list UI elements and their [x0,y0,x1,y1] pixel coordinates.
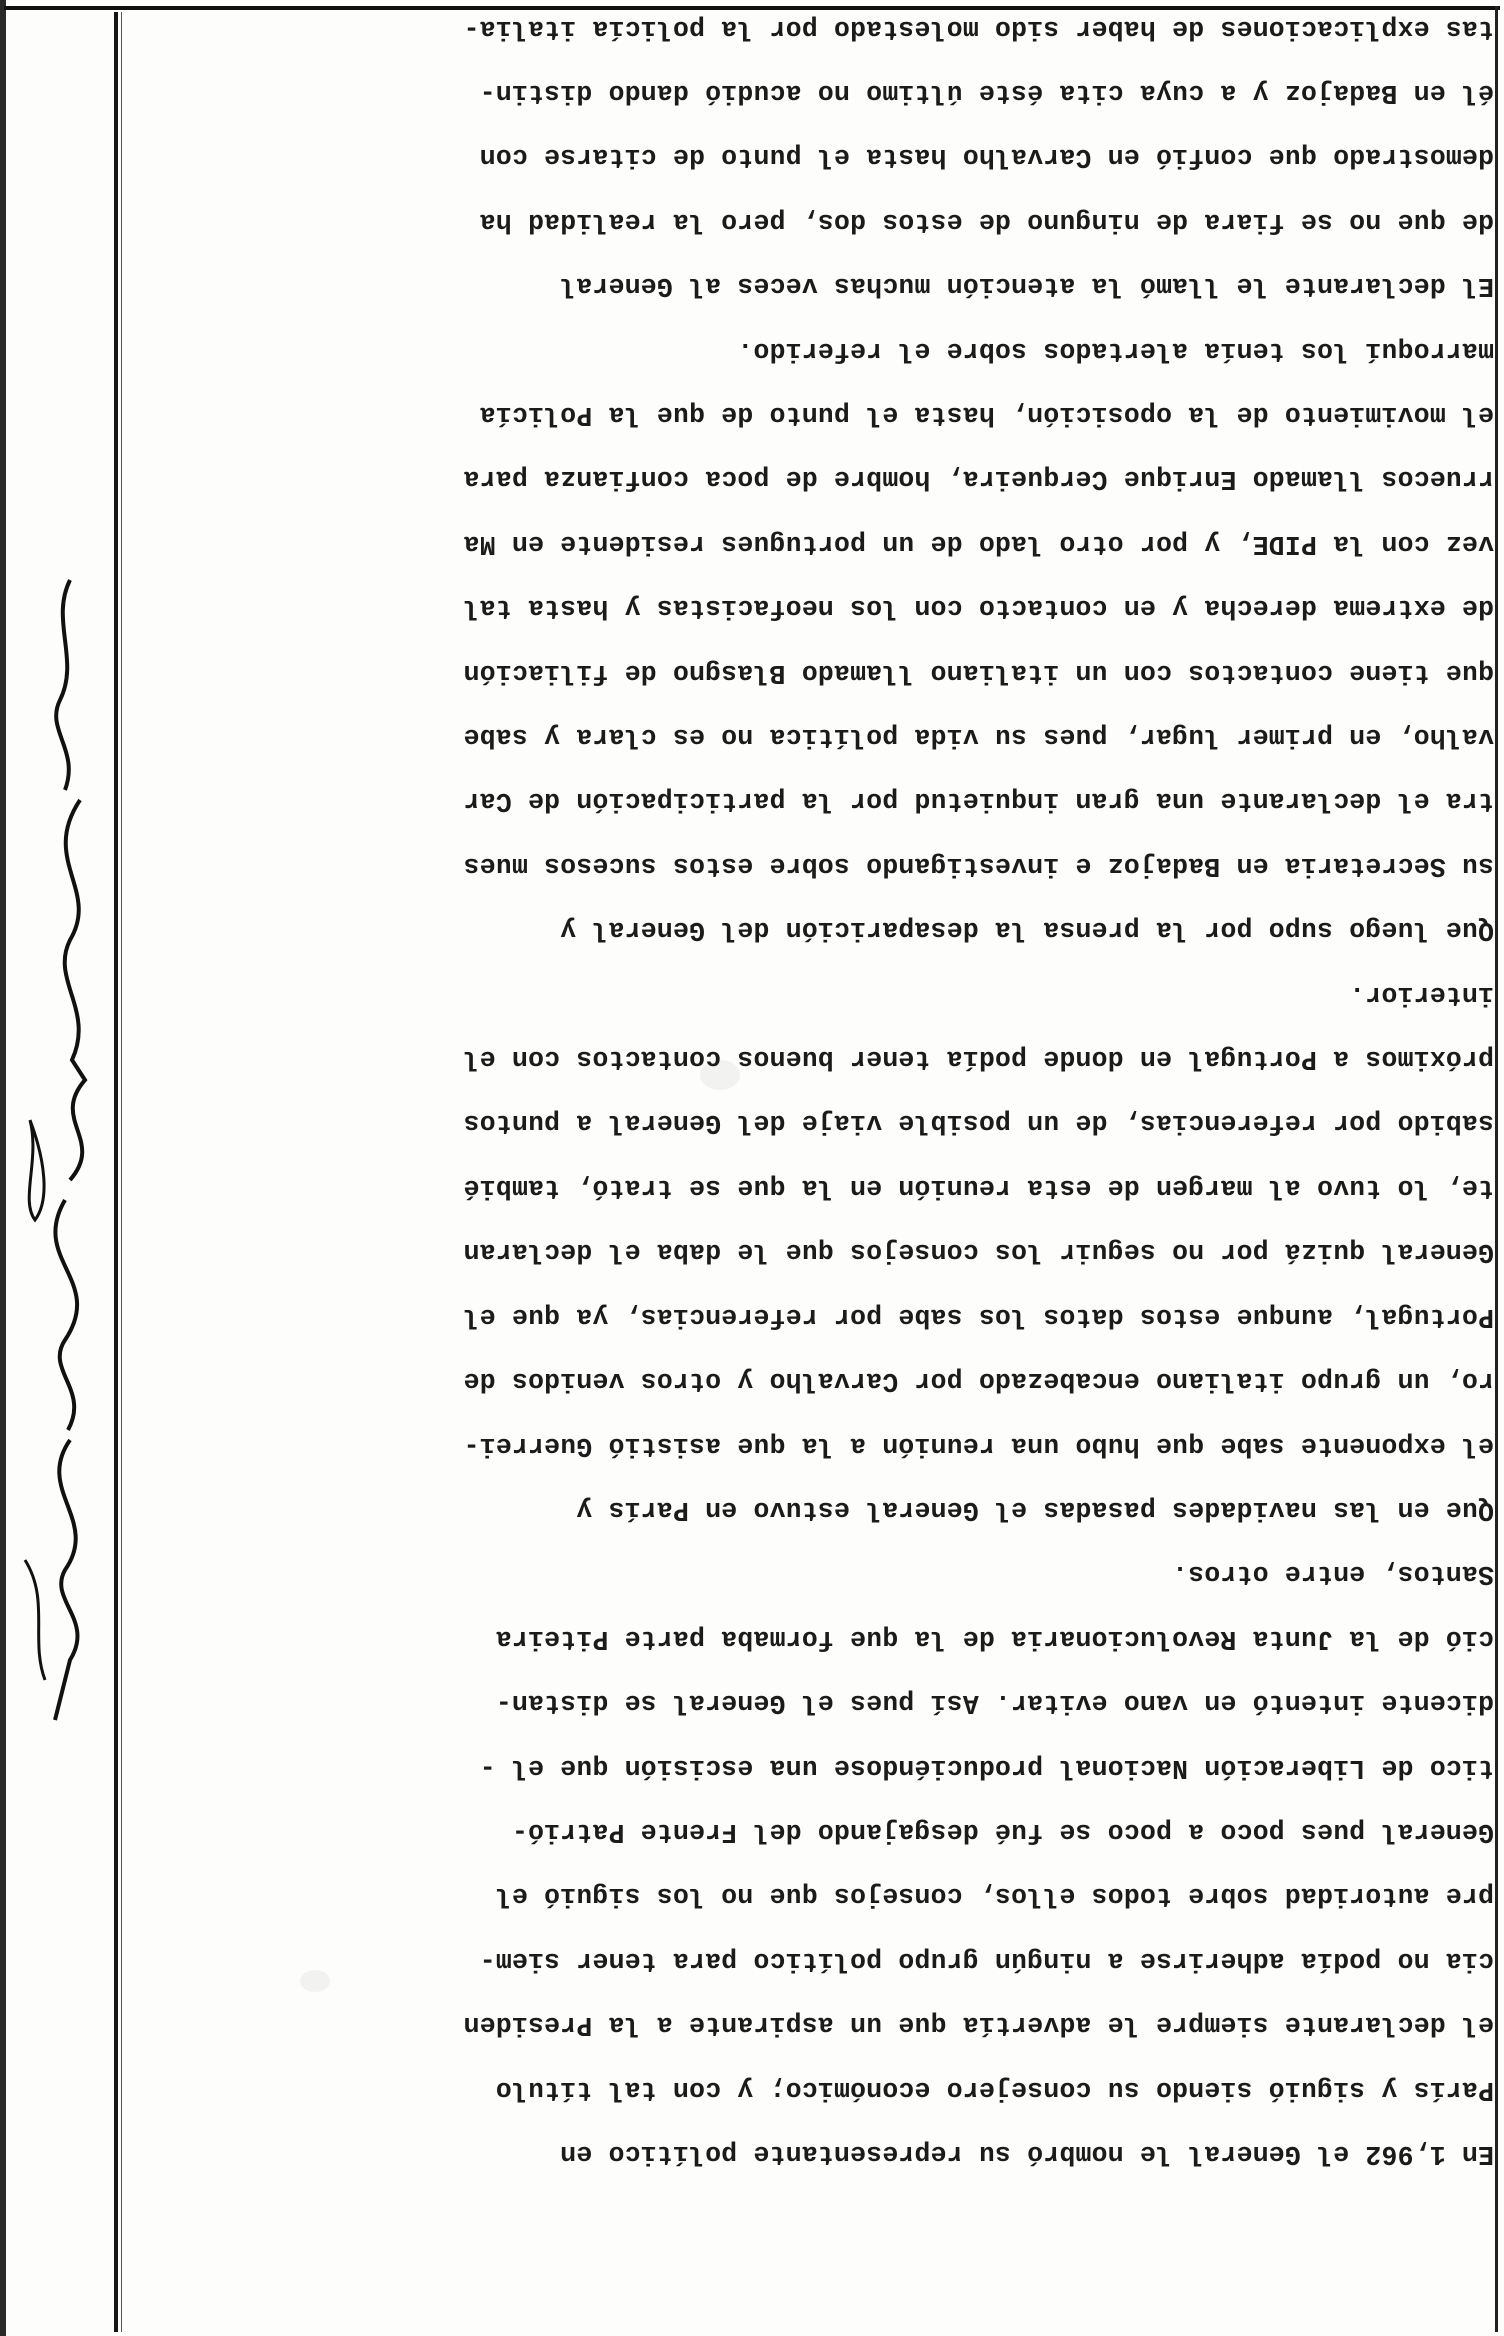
text-line: el movimiento de la oposición, hasta el punto de que la Policía [479,400,1494,431]
text-line: General quizá por no seguir los consejos que le daba el declaran [463,1237,1494,1268]
text-line: Santos, entre otros. [1171,1559,1494,1590]
text-line: En 1,962 el General le nombró su representante político en [560,2139,1494,2169]
text-line: General pues poco a poco se fué desgajando del Frente Patrió- [511,1816,1494,1847]
text-line: marroquí los tenía alertados sobre el referido. [737,335,1494,366]
text-line: vez con la PIDE, y por otro lado de un portugues residente en Ma [463,528,1494,559]
text-line: valho, en primer lugar, pues su vida política no es clara y sabe [463,722,1494,753]
text-line: el declarante siempre le advertía que un aspirante a la Presiden [463,2010,1494,2041]
text-line: cia no podía adherirse a ningún grupo político para tener siem- [479,1945,1494,1976]
text-line: de que no se fiara de ninguno de estos dos, pero la realidad ha [479,206,1494,237]
text-line: tra el declarante una gran inquietud por la participación de Car [463,786,1494,817]
text-line: Que en las navidades pasadas el General estuvo en París y [576,1494,1494,1525]
text-line: el exponente sabe que hubo una reunión a la que asistió Guerrei- [463,1430,1494,1461]
text-line: interior. [1349,979,1494,1010]
text-line: que tiene contactos con un italiano llamado Blasgno de filiación [463,657,1494,688]
text-line: Que luego supo por la prensa la desaparición del General y [560,915,1494,946]
text-line: ció de la Junta Revolucionaria de la que formaba parte Piteira [495,1623,1494,1654]
document-body [134,0,1494,2186]
text-line: dicente intentó en vano evitar. Así pues el General se distan- [495,1688,1494,1719]
text-line: su Secretaria en Badajoz e investigando sobre estos sucesos mues [463,850,1494,881]
text-line: París y siguió siendo su consejero económico; y con tal título [495,2074,1494,2105]
text-line: de extrema derecha y en contacto con los neofacistas y hasta tal [463,593,1494,624]
text-line: él en Badajoz y a cuya cita éste último no acudió dando distin- [479,78,1494,108]
text-line: sabido por referencias, de un posible viaje del General a puntos [463,1108,1494,1139]
text-line: ro, un grupo italiano encabezado por Carvalho y otros venidos de [463,1366,1494,1397]
text-line: demostrado que confió en Carvalho hasta el punto de citarse con [479,142,1494,173]
text-line: Portugal, aunque estos datos los sabe por referencias, ya que el [463,1301,1494,1332]
text-line: tas explicaciones de haber sido molestado por la policía italia- [463,13,1494,44]
text-line: te, lo tuvo al margen de esta reunión en la que se trató, tambié [463,1172,1494,1203]
text-line: rruecos llamado Enrique Cerqueira, hombre de poca confianza para [463,464,1494,495]
text-line: tico de Liberación Nacional produciéndose una escisión que el - [479,1752,1494,1783]
text-line: El declarante le llamó la atención muchas veces al General [560,271,1494,302]
text-line: pre autoridad sobre todos ellos, consejos que no los siguió el [495,1881,1494,1912]
text-line: próximos a Portugal en donde podía tener buenos contactos con el [463,1044,1494,1075]
